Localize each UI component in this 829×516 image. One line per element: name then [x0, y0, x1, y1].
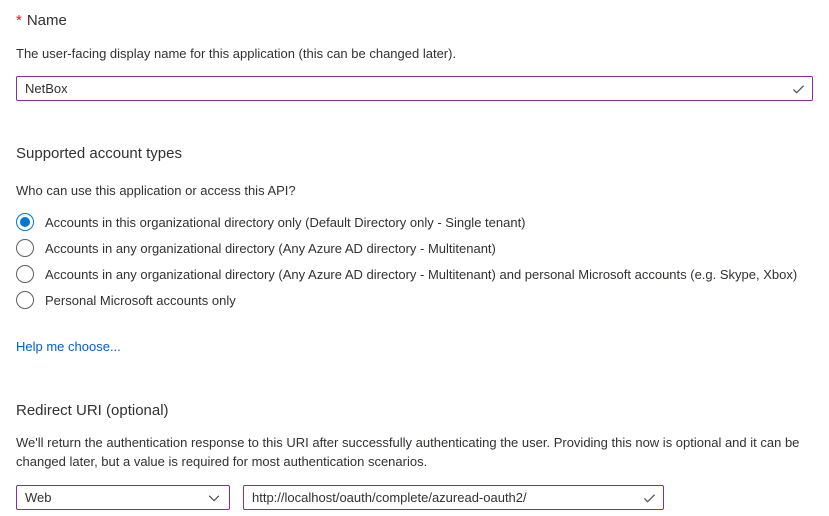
radio-single-tenant[interactable]: [16, 209, 813, 235]
name-title-text: Name: [26, 12, 67, 29]
name-input[interactable]: [16, 76, 813, 101]
redirect-uri-row: [16, 485, 813, 510]
name-description: The user-facing display name for this application (this can be changed later).: [16, 46, 457, 61]
required-marker: *: [16, 12, 22, 29]
redirect-uri-title: Redirect URI (optional): [16, 402, 169, 419]
radio-label: Accounts in any organizational directory (Any Azure AD directory - Multitenant): [45, 240, 496, 256]
name-input-wrap: [16, 76, 813, 101]
radio-multitenant[interactable]: [16, 235, 813, 261]
radio-label: Accounts in any organizational directory (Any Azure AD directory - Multitenant) and personal Microsoft accounts (e.g. Skype, Xbox): [45, 266, 798, 282]
redirect-uri-input-wrap: [243, 485, 664, 510]
account-types-question: Who can use this application or access this API?: [16, 183, 296, 198]
name-section-title: [16, 11, 813, 31]
platform-select[interactable]: [16, 485, 230, 510]
platform-select-value: Web: [25, 490, 52, 505]
redirect-uri-description: We'll return the authentication response to this URI after successfully authenticating the user. Providing this now is optional and it can be changed later, but a value is required for most authentication scenarios.: [16, 435, 800, 469]
account-types-radio-group: [16, 209, 813, 313]
help-me-choose-link[interactable]: Help me choose...: [16, 339, 121, 354]
redirect-uri-input[interactable]: [243, 485, 664, 510]
radio-button-icon[interactable]: [16, 213, 34, 231]
chevron-down-icon: [207, 491, 221, 505]
radio-label: Accounts in this organizational directory only (Default Directory only - Single tenant): [45, 214, 526, 230]
app-registration-form: [0, 11, 829, 510]
radio-button-icon[interactable]: [16, 265, 34, 283]
radio-button-icon[interactable]: [16, 291, 34, 309]
radio-multitenant-personal[interactable]: [16, 261, 813, 287]
radio-label: Personal Microsoft accounts only: [45, 292, 236, 308]
radio-button-icon[interactable]: [16, 239, 34, 257]
account-types-title: Supported account types: [16, 145, 182, 162]
radio-personal-only[interactable]: [16, 287, 813, 313]
